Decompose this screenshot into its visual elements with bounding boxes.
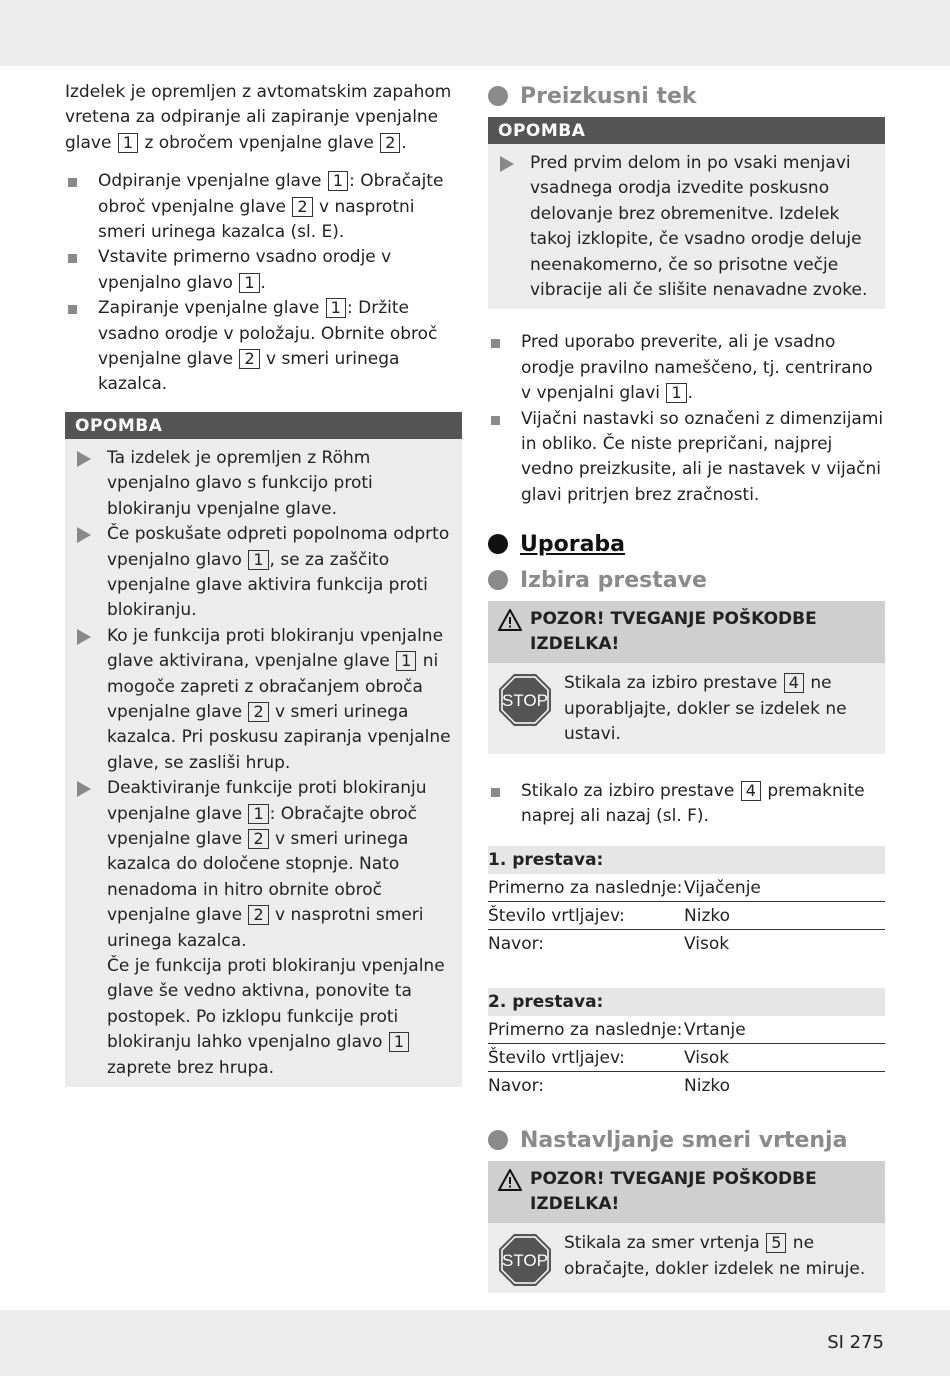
warning-triangle-icon bbox=[498, 1169, 522, 1191]
warning-triangle-icon bbox=[498, 609, 522, 631]
circle-bullet-icon bbox=[488, 570, 508, 590]
triangle-bullet-icon bbox=[77, 451, 91, 467]
heading-text: Preizkusni tek bbox=[520, 83, 697, 109]
intro-text: z obročem vpenjalne glave bbox=[144, 132, 374, 153]
item-text: Vijačni nastavki so označeni z dimenzijami in obliko. Če niste prepričani, najprej vedno preizkusite, ali je nastavek v vijačni glavi pritrjen brez zračnosti. bbox=[521, 408, 884, 505]
item-text: v smeri urinega kazalca do določene stopnje. Nato nenadoma in hitro obrnite obroč vpenjalne glave bbox=[107, 828, 409, 926]
note-box bbox=[488, 117, 885, 309]
table-value: Nizko bbox=[684, 1075, 731, 1096]
stop-sign-label: STOP bbox=[502, 691, 548, 711]
bottom-bar bbox=[0, 1310, 950, 1376]
warning-body bbox=[488, 663, 885, 753]
list-item bbox=[65, 169, 462, 245]
ref-number: 2 bbox=[248, 905, 268, 925]
item-text: Vstavite primerno vsadno orodje v vpenjalno glavo bbox=[98, 247, 392, 293]
stop-sign-icon bbox=[498, 673, 552, 727]
left-column bbox=[65, 80, 462, 1087]
item-text: : Držite vsadno orodje v položaju. Obrnite obroč vpenjalne glave bbox=[98, 298, 438, 370]
square-bullet-icon bbox=[491, 788, 500, 797]
ref-number: 1 bbox=[239, 273, 259, 293]
table-key: Število vrtljajev: bbox=[488, 902, 684, 930]
item-text: Zapiranje vpenjalne glave bbox=[98, 298, 320, 319]
item-text: . bbox=[260, 272, 266, 293]
heading-text: Uporaba bbox=[520, 531, 626, 557]
item-text: v nasprotni smeri urinega kazalca (sl. E). bbox=[98, 196, 415, 243]
ref-number: 4 bbox=[741, 781, 761, 801]
note-body bbox=[488, 144, 885, 309]
list-item bbox=[498, 151, 879, 303]
right-column bbox=[488, 80, 885, 1293]
top-bar bbox=[0, 0, 950, 66]
item-text: . bbox=[687, 383, 694, 404]
item-text: : Obračajte obroč vpenjalne glave bbox=[98, 171, 444, 217]
ref-number: 2 bbox=[380, 133, 400, 153]
stop-sign-label: STOP bbox=[502, 1251, 548, 1271]
page-number: SI 275 bbox=[827, 1332, 884, 1353]
item-text: : Obračajte obroč vpenjalne glave bbox=[107, 803, 417, 849]
circle-bullet-icon bbox=[488, 1130, 508, 1150]
item-text: Stikala za izbiro prestave bbox=[564, 673, 778, 694]
triangle-bullet-icon bbox=[77, 781, 91, 797]
table-row bbox=[488, 930, 885, 958]
ref-number: 2 bbox=[248, 829, 268, 849]
item-text: v nasprotni smeri urinega kazalca. bbox=[107, 905, 424, 951]
table-key: Število vrtljajev: bbox=[488, 1044, 684, 1072]
list-item bbox=[75, 446, 456, 522]
gear-bullet-list bbox=[488, 779, 885, 830]
item-text: Pred uporabo preverite, ali je vsadno orodje pravilno nameščeno, tj. centrirano v vpenjalni glavi bbox=[521, 332, 873, 404]
intro-text: . bbox=[401, 132, 407, 153]
table-value: Vijačenje bbox=[684, 874, 885, 902]
stop-sign-icon bbox=[498, 1233, 552, 1287]
table-row bbox=[488, 1072, 885, 1100]
warning-heading bbox=[488, 601, 885, 663]
item-text: Stikalo za izbiro prestave bbox=[521, 780, 735, 801]
list-item bbox=[488, 407, 885, 509]
item-text: premaknite naprej ali nazaj (sl. F). bbox=[521, 780, 865, 826]
table-title: 2. prestava: bbox=[488, 988, 885, 1016]
note-list bbox=[75, 446, 456, 1081]
item-text: v smeri urinega kazalca. Pri poskusu zapiranja vpenjalne glave, se zasliši hrup. bbox=[107, 701, 451, 773]
square-bullet-icon bbox=[491, 416, 500, 425]
ref-number: 1 bbox=[118, 133, 138, 153]
square-bullet-icon bbox=[68, 254, 77, 263]
heading-text: Nastavljanje smeri vrtenja bbox=[520, 1127, 848, 1153]
list-item bbox=[75, 624, 456, 776]
list-item bbox=[65, 296, 462, 398]
item-text: ne obračajte, dokler izdelek ne miruje. bbox=[564, 1233, 866, 1279]
heading-text: Izbira prestave bbox=[520, 567, 707, 593]
section-heading-usage bbox=[488, 528, 885, 560]
table-value: Vrtanje bbox=[684, 1016, 885, 1044]
warning-text bbox=[564, 1231, 875, 1287]
warning-heading-text: POZOR! TVEGANJE POŠKODBE IZDELKA! bbox=[530, 1169, 817, 1215]
intro-text: Izdelek je opremljen z avtomatskim zapahom vretena za odpiranje ali zapiranje vpenjalne glave bbox=[65, 82, 452, 153]
warning-body bbox=[488, 1223, 885, 1293]
triangle-bullet-icon bbox=[77, 629, 91, 645]
list-item bbox=[75, 776, 456, 1081]
table-key: Navor: bbox=[488, 933, 545, 954]
section-heading-test-run bbox=[488, 80, 885, 112]
section-heading-gear bbox=[488, 564, 885, 596]
table-row bbox=[488, 1044, 885, 1072]
warning-heading bbox=[488, 1161, 885, 1223]
list-item bbox=[488, 779, 885, 830]
ref-number: 4 bbox=[784, 673, 804, 693]
item-text: Ko je funkcija proti blokiranju vpenjalne glave aktivirana, vpenjalne glave bbox=[107, 625, 444, 672]
item-text: Pred prvim delom in po vsaki menjavi vsadnega orodja izvedite poskusno delovanje brez obremenitve. Izdelek takoj izklopite, če vsadno orodje deluje neenakomerno, če so prisotne večje vibracije ali če slišite nenavadne zvoke. bbox=[530, 153, 868, 301]
item-text: Deaktiviranje funkcije proti blokiranju vpenjalne glave bbox=[107, 778, 427, 824]
triangle-bullet-icon bbox=[77, 527, 91, 543]
chuck-bullet-list bbox=[65, 169, 462, 398]
square-bullet-icon bbox=[68, 178, 77, 187]
item-text: zaprete brez hrupa. bbox=[107, 1057, 275, 1078]
warning-box bbox=[488, 1161, 885, 1293]
list-item bbox=[488, 330, 885, 406]
intro-paragraph bbox=[65, 80, 462, 156]
ref-number: 5 bbox=[766, 1233, 786, 1253]
ref-number: 2 bbox=[239, 349, 259, 369]
square-bullet-icon bbox=[491, 339, 500, 348]
note-heading: OPOMBA bbox=[65, 412, 462, 439]
table-value: Nizko bbox=[684, 902, 885, 930]
ref-number: 1 bbox=[328, 171, 348, 191]
ref-number: 1 bbox=[248, 550, 268, 570]
table-row bbox=[488, 1016, 885, 1044]
item-text: Odpiranje vpenjalne glave bbox=[98, 171, 322, 192]
item-text: Ta izdelek je opremljen z Röhm vpenjalno glavo s funkcijo proti blokiranju vpenjalne glave. bbox=[107, 447, 373, 519]
ref-number: 1 bbox=[666, 383, 686, 403]
warning-box bbox=[488, 601, 885, 753]
table-title: 1. prestava: bbox=[488, 846, 885, 874]
circle-bullet-icon bbox=[488, 86, 508, 106]
table-value: Visok bbox=[684, 933, 730, 954]
table-value: Visok bbox=[684, 1044, 885, 1072]
ref-number: 1 bbox=[389, 1032, 409, 1052]
list-item bbox=[65, 245, 462, 296]
note-body bbox=[65, 439, 462, 1087]
gear-2-table bbox=[488, 988, 885, 1099]
note-box bbox=[65, 412, 462, 1087]
table-key: Primerno za naslednje: bbox=[488, 874, 684, 902]
test-run-bullet-list bbox=[488, 330, 885, 508]
ref-number: 2 bbox=[292, 197, 312, 217]
table-row bbox=[488, 874, 885, 902]
ref-number: 2 bbox=[248, 702, 268, 722]
warning-heading-text: POZOR! TVEGANJE POŠKODBE IZDELKA! bbox=[530, 609, 817, 655]
warning-text bbox=[564, 671, 875, 747]
item-text: Stikala za smer vrtenja bbox=[564, 1233, 760, 1254]
square-bullet-icon bbox=[68, 305, 77, 314]
section-heading-rotation bbox=[488, 1124, 885, 1156]
item-text: v smeri urinega kazalca. bbox=[98, 349, 400, 395]
table-row bbox=[488, 902, 885, 930]
note-list bbox=[498, 151, 879, 303]
item-text: , se za zaščito vpenjalne glave aktivira funkcija proti blokiranju. bbox=[107, 549, 428, 621]
item-text: Če poskušate odpreti popolnoma odprto vpenjalno glavo bbox=[107, 524, 450, 570]
triangle-bullet-icon bbox=[500, 156, 514, 172]
ref-number: 1 bbox=[396, 651, 416, 671]
ref-number: 1 bbox=[326, 298, 346, 318]
note-heading: OPOMBA bbox=[488, 117, 885, 144]
table-key: Navor: bbox=[488, 1075, 545, 1096]
gear-1-table bbox=[488, 846, 885, 957]
item-text: ne uporabljajte, dokler se izdelek ne ustavi. bbox=[564, 673, 847, 745]
item-text: Če je funkcija proti blokiranju vpenjalne glave še vedno aktivna, ponovite ta postopek. Po izklopu funkcije proti blokiranju lahko vpenjalno glavo bbox=[107, 956, 445, 1053]
circle-bullet-icon bbox=[488, 534, 508, 554]
item-text: ni mogoče zapreti z obračanjem obroča vpenjalne glave bbox=[107, 651, 439, 722]
table-key: Primerno za naslednje: bbox=[488, 1016, 684, 1044]
list-item bbox=[75, 522, 456, 624]
ref-number: 1 bbox=[248, 804, 268, 824]
